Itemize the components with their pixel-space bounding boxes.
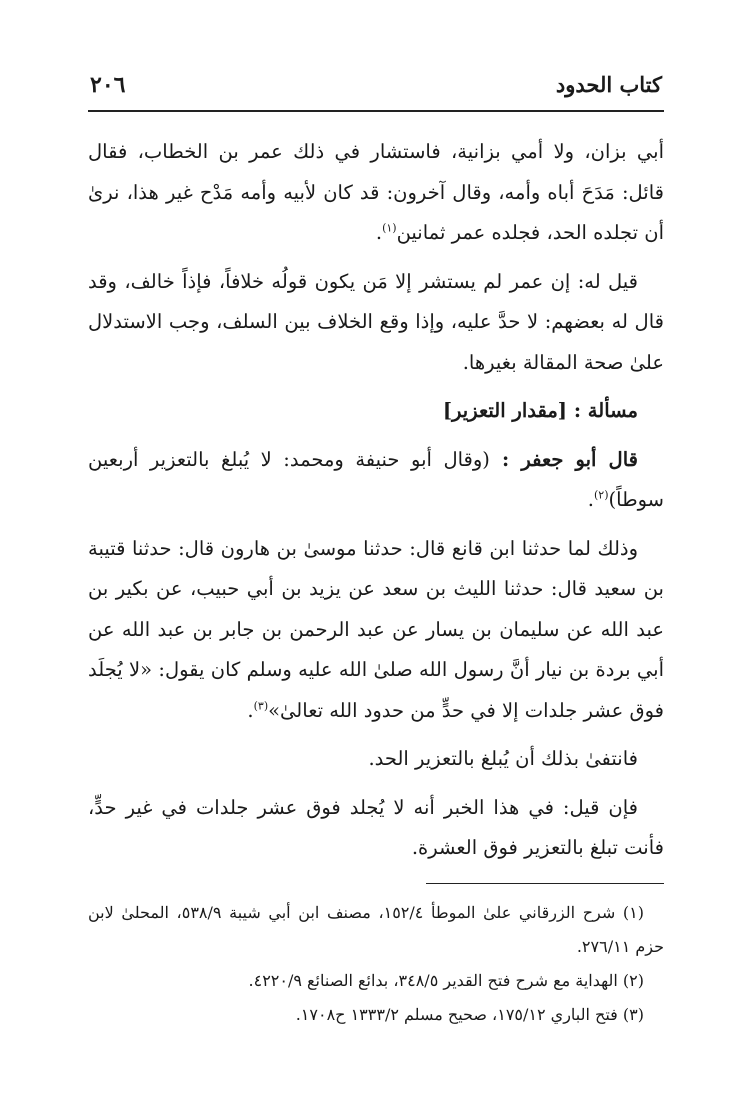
page-number: ٢٠٦ [90,72,126,98]
main-text [88,132,664,869]
section-heading [88,391,664,432]
paragraph: وذلك لما حدثنا ابن قانع قال: حدثنا موسىٰ بن هارون قال: حدثنا قتيبة بن سعيد قال: حدثنا الليث بن سعد عن يزيد بن أبي حبيب، عن بكير بن عبد الله عن سليمان بن يسار عن عبد الرحمن بن جابر بن عبد الله عن أبي بردة بن نيار أنَّ رسول الله صلىٰ الله عليه وسلم كان يقول: «لا يُجلَد فوق عشر جلدات إلا في حدٍّ من حدود الله تعالىٰ»$^{(٣)}$. [88,536,664,722]
footnote-ref[interactable]: (٢) [594,488,609,502]
footnote: (٢) الهداية مع شرح فتح القدير ٣٤٨/٥، بدائع الصنائع ٤٢٢٠/٩. [248,970,644,990]
paragraph: أبي بزان، ولا أمي بزانية، فاستشار في ذلك عمر بن الخطاب، فقال قائل: مَدَحَ أباه وأمه، وقال آخرون: قد كان لأبيه وأمه مَدْح غير هذا، نرىٰ أن تجلده الحد، فجلده عمر ثمانين$^{(١)}$. [88,140,664,244]
footnote-ref[interactable]: (٣) [253,699,269,712]
heading-label: مسألة : [567,399,638,422]
book-page [88,72,664,1032]
paragraph: قيل له: إن عمر لم يستشر إلا مَن يكون قولُه خلافاً، فإذاً خالف، وقد قال له بعضهم: لا حدَّ عليه، وإذا وقع الخلاف بين السلف، وجب الاستدلال علىٰ صحة المقالة بغيرها. [88,269,664,374]
chapter-title: كتاب الحدود [555,72,662,97]
footnote: (٣) فتح الباري ١٧٥/١٢، صحيح مسلم ١٣٣٣/٢ ح١٧٠٨. [295,1004,644,1024]
footnotes [88,896,664,1032]
paragraph: فانتفىٰ بذلك أن يُبلغ بالتعزير الحد. [368,747,638,770]
paragraph: قال أبو جعفر : (وقال أبو حنيفة ومحمد: لا يُبلغ بالتعزير أربعين سوطاً)$^{(٢)}$. [88,447,664,511]
running-header [88,72,664,112]
footnote-divider [426,883,664,884]
footnote-ref[interactable]: (١) [382,221,397,235]
footnote: (١) شرح الزرقاني علىٰ الموطأ ١٥٢/٤، مصنف ابن أبي شيبة ٥٣٨/٩، المحلىٰ لابن حزم ٢٧٦/١١. [88,902,664,956]
speaker-label: قال أبو جعفر : [489,447,638,471]
heading-title: [مقدار التعزير] [442,399,568,422]
paragraph: فإن قيل: في هذا الخبر أنه لا يُجلد فوق عشر جلدات في غير حدٍّ، فأنت تبلغ بالتعزير فوق العشرة. [88,795,664,859]
